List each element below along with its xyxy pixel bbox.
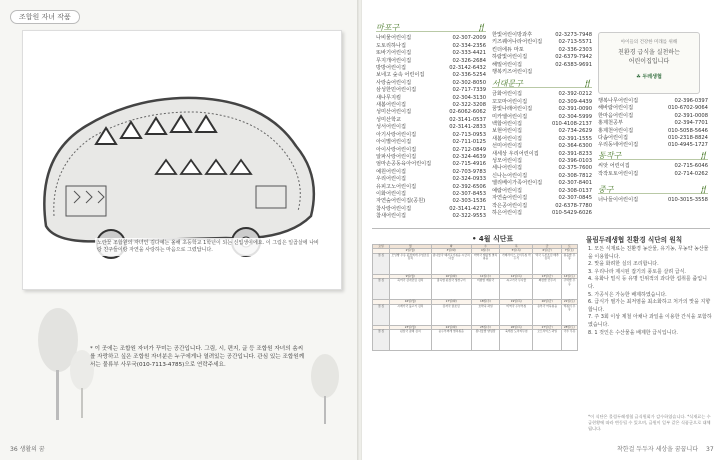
menu-date-cell: 24일(화) bbox=[431, 325, 471, 329]
daycare-phone: 02-336-5254 bbox=[452, 72, 486, 79]
daycare-phone: 02-322-3208 bbox=[452, 102, 486, 109]
daycare-phone: 02-324-0933 bbox=[452, 176, 486, 183]
monthly-menu-table bbox=[372, 244, 578, 351]
directory-entry bbox=[492, 151, 592, 158]
menu-date-cell: 3일(화) bbox=[431, 249, 471, 253]
daycare-name: 사랑숲어린이집 bbox=[376, 79, 412, 86]
directory-entry bbox=[598, 197, 708, 204]
daycare-phone: 02-713-5571 bbox=[558, 39, 592, 46]
daycare-name: 한빛어린이방과후 bbox=[492, 32, 533, 38]
menu-date-cell: 19일(목) bbox=[500, 300, 533, 304]
region-name: 서대문구 bbox=[492, 79, 523, 88]
daycare-name: 또바기어린이집 bbox=[376, 50, 412, 57]
region-heading bbox=[598, 152, 708, 160]
child-drawing-bus bbox=[26, 66, 326, 266]
rule-item: 6. 급식가 필가는 최저염을 최소화하고 처가의 맛을 지향합니다. bbox=[588, 299, 711, 313]
menu-meal-cell: 육개장 도라지무침 bbox=[500, 330, 533, 351]
daycare-name: 아기사랑어린이집 bbox=[376, 131, 417, 138]
daycare-name: 금화어린이집 bbox=[492, 91, 523, 98]
menu-meal-cell: 짜장밥 단무지 bbox=[533, 279, 561, 300]
daycare-phone: 010-3015-3558 bbox=[667, 197, 708, 204]
menu-meal-cell: 국수 우유 bbox=[561, 330, 577, 351]
daycare-name: 우리동네어린이집 bbox=[598, 142, 639, 149]
daycare-name: 백합어린이집 bbox=[492, 121, 523, 128]
menu-header-cell: 수 bbox=[471, 245, 499, 249]
daycare-phone: 02-6379-7942 bbox=[555, 54, 592, 61]
directory-list bbox=[598, 163, 708, 178]
right-page-footer bbox=[617, 444, 714, 453]
daycare-phone: 02-396-0103 bbox=[558, 158, 592, 165]
daycare-name: 방방어린이집 bbox=[376, 65, 407, 72]
daycare-name: 참사랑어린이집 bbox=[376, 205, 412, 212]
menu-meal-cell: 콩나물국 돼지고기볶음 시금치나물 bbox=[431, 253, 471, 274]
daycare-phone: 02-303-1536 bbox=[452, 198, 486, 205]
menu-meal-label: 점 심 bbox=[373, 304, 390, 325]
menu-date-cell: 2일(월) bbox=[390, 249, 432, 253]
daycare-name: 성서어린이집 bbox=[376, 124, 407, 131]
eco-lunch-slogan-box bbox=[598, 32, 700, 94]
directory-entry bbox=[492, 54, 592, 61]
directory-mapo bbox=[376, 22, 486, 221]
daycare-phone: 010-4108-2137 bbox=[551, 121, 592, 128]
directory-entry bbox=[376, 35, 486, 42]
directory-junggu bbox=[598, 184, 708, 205]
daycare-name: 예람어린이집 bbox=[492, 187, 523, 194]
daycare-name: 성모어린이집 bbox=[492, 158, 523, 165]
menu-date-cell: 13일(금) bbox=[533, 274, 561, 278]
directory-entry bbox=[492, 106, 592, 113]
right-page bbox=[362, 0, 720, 460]
daycare-phone: 02-3273-7948 bbox=[555, 32, 592, 38]
directory-entry bbox=[598, 171, 708, 178]
directory-entry bbox=[492, 195, 592, 202]
daycare-phone: 02-711-0125 bbox=[452, 139, 486, 146]
directory-entry bbox=[376, 176, 486, 183]
daycare-name: 다솜어린이집 bbox=[598, 135, 629, 142]
directory-entry bbox=[492, 210, 592, 217]
menu-meal-label: 점 심 bbox=[373, 253, 390, 274]
menu-header-cell: 금 bbox=[533, 245, 561, 249]
menu-title-text: 4월 식단표 bbox=[478, 235, 514, 243]
rule-item: 7. 주 3회 이상 제철 아채나 과일을 이용한 간식을 포함하였습니다. bbox=[588, 314, 712, 328]
menu-meal-cell: 쇠고기국 무나물 bbox=[500, 279, 533, 300]
daycare-name: 선미어린이집 bbox=[492, 143, 523, 150]
fork-knife-icon: 🍴︎ bbox=[697, 185, 708, 194]
menu-date-cell: 6일(금) bbox=[533, 249, 561, 253]
menu-date-cell: 27일(금) bbox=[533, 325, 561, 329]
daycare-name: 세나어린이집 bbox=[492, 165, 523, 172]
page-label: 생활의 꿈 bbox=[19, 446, 45, 453]
directory-entry bbox=[492, 114, 592, 121]
menu-header-cell: 화 bbox=[431, 245, 471, 249]
menu-date-cell: 7일(토) bbox=[561, 249, 577, 253]
daycare-name: 너나들이어린이집 bbox=[598, 197, 639, 204]
directory-entry bbox=[492, 128, 592, 135]
daycare-phone: 02-703-9783 bbox=[452, 168, 486, 175]
page-number: 36 bbox=[10, 446, 18, 453]
menu-meal-cell: 북어국 감자조림 김치 bbox=[390, 279, 432, 300]
daycare-name: 성미산어린이집 bbox=[376, 109, 412, 116]
daycare-name: 새봄어린이집 bbox=[376, 102, 407, 109]
brand-name: 두레생협 bbox=[642, 74, 662, 80]
daycare-phone: 02-396-0397 bbox=[674, 98, 708, 104]
rule-item: 8. 1 것인은 수산물을 배제한 급식입니다. bbox=[588, 329, 678, 336]
daycare-name: 작작토토어린이집 bbox=[598, 170, 639, 177]
directory-entry bbox=[492, 165, 592, 172]
daycare-phone: 02-302-8050 bbox=[452, 79, 486, 86]
daycare-phone: 02-307-2009 bbox=[452, 35, 486, 42]
daycare-name: 하람빛어린이집 bbox=[492, 54, 528, 61]
daycare-name: 꼬꼬마어린이집 bbox=[492, 98, 528, 105]
directory-entry bbox=[376, 139, 486, 146]
fork-knife-icon: 🍴︎ bbox=[581, 79, 592, 88]
region-heading bbox=[598, 186, 708, 194]
menu-date-cell: 14일(토) bbox=[561, 274, 577, 278]
menu-meal-cell: 된장국 잡채 김치 bbox=[390, 330, 432, 351]
directory-entry bbox=[492, 91, 592, 98]
menu-date-cell: 10일(화) bbox=[431, 274, 471, 278]
daycare-phone: 02-375-7600 bbox=[558, 165, 592, 172]
daycare-name: 하은어린이집 bbox=[492, 209, 523, 216]
daycare-phone: 010-2318-8824 bbox=[667, 135, 708, 142]
directory-entry bbox=[492, 203, 592, 210]
daycare-phone: 02-392-0212 bbox=[558, 91, 592, 98]
menu-header-cell: 토 bbox=[561, 245, 577, 249]
directory-entry bbox=[376, 161, 486, 168]
footer-text: 착한걸 두두자 세상을 꿈꿉니다 bbox=[617, 446, 699, 453]
directory-list bbox=[376, 35, 486, 220]
daycare-phone: 02-307-0845 bbox=[558, 195, 592, 202]
directory-entry bbox=[598, 105, 708, 112]
directory-entry bbox=[376, 198, 486, 205]
menu-date-cell: 4일(수) bbox=[471, 249, 499, 253]
daycare-name: 키즈퀘어나라어린이집 bbox=[492, 39, 543, 46]
brand-logo bbox=[599, 73, 699, 80]
directory-entry bbox=[376, 132, 486, 139]
menu-meal-cell: 호박죽 과일 bbox=[471, 304, 499, 325]
menu-meal-cell: 떡국 두부조림 배추김치 bbox=[533, 253, 561, 274]
daycare-name: 알파사랑어린이집 bbox=[376, 153, 417, 160]
daycare-phone: 02-714-0262 bbox=[674, 170, 708, 177]
directory-entry bbox=[376, 124, 486, 131]
daycare-phone: 02-364-6300 bbox=[558, 143, 592, 150]
daycare-name: 작은공어린이집 bbox=[492, 202, 528, 209]
daycare-phone: 02-334-2356 bbox=[452, 42, 486, 49]
menu-date-cell: 11일(수) bbox=[471, 274, 499, 278]
directory-entry bbox=[376, 109, 486, 116]
daycare-phone: 02-326-2684 bbox=[452, 57, 486, 64]
menu-meal-cell: 볶음밥 우유 bbox=[561, 253, 577, 274]
directory-entry bbox=[492, 39, 592, 46]
rule-item: 1. 모든 식재료는 친환경 농산물, 유기농, 무농약 농산물을 이용합니다. bbox=[588, 246, 709, 260]
rule-item: 4. 유화나 밀식 등 유명 인위적의 과다한 섭취를 줍입니다. bbox=[588, 276, 707, 290]
menu-meal-cell: 잡곡밥 된장국 생선구이 bbox=[431, 279, 471, 300]
directory-list bbox=[492, 32, 592, 76]
daycare-name: 보네고 숲속 어린이집 bbox=[376, 72, 425, 79]
daycare-phone: 02-717-7339 bbox=[452, 87, 486, 94]
rule-item: 3. 우리나라 제시된 잡기의 풍토를 살려 급식. bbox=[588, 268, 687, 275]
menu-date-cell: 12일(목) bbox=[500, 274, 533, 278]
directory-mapo-continued bbox=[492, 32, 592, 76]
daycare-phone: 02-391-8233 bbox=[558, 150, 592, 157]
slogan-line: 친환경 급식을 실천하는 bbox=[618, 49, 680, 56]
region-heading bbox=[376, 24, 486, 32]
daycare-name: 우리어린이집 bbox=[376, 176, 407, 183]
daycare-name: 자연숲어린이집(공원) bbox=[376, 198, 426, 205]
daycare-phone: 02-734-2629 bbox=[558, 128, 592, 135]
menu-meal-cell: 콩나물밥 양념장 bbox=[471, 330, 499, 351]
bullet-icon: • bbox=[472, 235, 477, 243]
directory-entry bbox=[492, 188, 592, 195]
rules-title: 물림두레생협 친환경 식단의 원칙 bbox=[586, 236, 683, 244]
region-name: 중구 bbox=[598, 185, 614, 194]
daycare-phone: 02-333-4421 bbox=[452, 50, 486, 57]
menu-meal-row bbox=[373, 330, 578, 351]
daycare-phone: 02-336-2303 bbox=[558, 46, 592, 53]
menu-meal-cell: 모닝빵 우유 된장찌개 우엉조림 김치 bbox=[390, 253, 432, 274]
daycare-name: 킨더에듀 마포 bbox=[492, 46, 524, 53]
rule-item: 5. 가공식은 가능한 배제하였습니다. bbox=[588, 291, 667, 298]
daycare-phone: 02-715-6046 bbox=[674, 163, 708, 170]
daycare-phone: 02-307-8401 bbox=[558, 180, 592, 187]
daycare-name: 미카엘어린이집 bbox=[492, 113, 528, 120]
menu-date-cell: 9일(월) bbox=[390, 274, 432, 278]
daycare-phone: 02-3142-6432 bbox=[449, 65, 486, 72]
directory-seodaemun bbox=[492, 78, 592, 217]
daycare-name: 한마음어린이집 bbox=[598, 112, 634, 119]
region-name: 동작구 bbox=[598, 151, 622, 160]
daycare-phone: 02-304-3130 bbox=[452, 94, 486, 101]
slogan-line: 어린이집입니다 bbox=[628, 58, 670, 65]
directory-entry bbox=[492, 62, 592, 69]
directory-entry bbox=[598, 163, 708, 170]
directory-entry bbox=[376, 169, 486, 176]
daycare-phone: 02-3141-0537 bbox=[449, 116, 486, 123]
daycare-phone: 02-322-9553 bbox=[452, 213, 486, 220]
directory-entry bbox=[492, 143, 592, 150]
small-tree-illustration bbox=[300, 348, 350, 428]
menu-date-cell: 23일(월) bbox=[390, 325, 432, 329]
daycare-phone: 02-308-0137 bbox=[558, 187, 592, 194]
daycare-name: 신나는어린이집 bbox=[492, 172, 528, 179]
menu-meal-label: 점 심 bbox=[373, 330, 390, 351]
menu-meal-cell: 떡볶이 우유 bbox=[561, 304, 577, 325]
daycare-phone: 02-3141-4271 bbox=[449, 205, 486, 212]
directory-entry bbox=[598, 142, 708, 149]
daycare-name: 성미산학교 bbox=[376, 116, 402, 123]
menu-date-cell: 18일(수) bbox=[471, 300, 499, 304]
submission-note: * 이 곳에는 조합원 자녀가 꾸미는 공간입니다. 그림, 시, 편지, 글 등 조합원 자녀의 솜씨를 자랑하고 싶은 조합원 자녀분은 누구에게나 열려있는 공간입니다. 관심 있는 조합원께서는 물류부 사무국(010-7113-4785)으로 연락주세요. bbox=[90, 346, 305, 368]
daycare-name: 홍제천공부 bbox=[598, 120, 624, 127]
section-divider bbox=[372, 228, 710, 229]
daycare-phone: 010-4945-1727 bbox=[667, 142, 708, 149]
directory-list bbox=[598, 197, 708, 204]
menu-date-cell: 16일(월) bbox=[390, 300, 432, 304]
menu-meal-label: 점 심 bbox=[373, 279, 390, 300]
menu-meal-row bbox=[373, 304, 578, 325]
daycare-phone: 02-712-0849 bbox=[452, 146, 486, 153]
menu-meal-cell: 순두부찌개 멸치볶음 bbox=[431, 330, 471, 351]
menu-header-cell: 목 bbox=[500, 245, 533, 249]
directory-entry bbox=[376, 95, 486, 102]
menu-meal-cell: 유부국 어묵볶음 bbox=[533, 304, 561, 325]
directory-entry bbox=[376, 50, 486, 57]
directory-list bbox=[492, 91, 592, 217]
region-name: 마포구 bbox=[376, 23, 400, 32]
daycare-name: 아이사랑어린이집 bbox=[376, 146, 417, 153]
daycare-phone: 02-394-7701 bbox=[674, 120, 708, 127]
daycare-name: 자연숲어린이집 bbox=[492, 195, 528, 202]
rules-list bbox=[588, 246, 712, 337]
menu-date-cell: 17일(화) bbox=[431, 300, 471, 304]
daycare-name: 예원어린이집 bbox=[376, 168, 407, 175]
menu-meal-cell: 시래기국 불고기 김치 bbox=[390, 304, 432, 325]
daycare-name: 행복나무어린이집 bbox=[598, 98, 639, 104]
menu-meal-cell: 주먹밥 우유 bbox=[561, 279, 577, 300]
daycare-name: 새나무지킴 bbox=[376, 94, 402, 101]
left-page-number bbox=[10, 444, 45, 453]
daycare-name: 엘리베이가족어린이집 bbox=[492, 180, 543, 187]
daycare-name: 엄마손공동육아어린이집 bbox=[376, 161, 432, 168]
menu-header-cell: 요일 bbox=[373, 245, 390, 249]
daycare-name: 무지개어린이집 bbox=[376, 57, 412, 64]
menu-date-cell: 20일(금) bbox=[533, 300, 561, 304]
menu-meal-cell: 감자국 닭조림 bbox=[431, 304, 471, 325]
daycare-name: 해바람어린이집 bbox=[598, 105, 634, 112]
menu-title bbox=[472, 234, 513, 244]
daycare-name: 참새어린이집 bbox=[376, 213, 407, 220]
daycare-name: 씨앗 어린이집 bbox=[598, 163, 630, 170]
rules-note: *이 식단은 물림두레생협 급식원회가 감수하였습니다. *식재료는 수급현황에 따라 변동될 수 있으며, 급원이 일부 같은 식품군으로 대체됩니다. bbox=[588, 414, 711, 431]
daycare-name: 아이별어린이집 bbox=[376, 139, 412, 146]
left-page bbox=[0, 0, 358, 460]
daycare-phone: 02-391-1555 bbox=[558, 135, 592, 142]
menu-date-cell: 26일(목) bbox=[500, 325, 533, 329]
daycare-name: 해밀어린이집 bbox=[492, 61, 523, 68]
daycare-name: 새봄어린이집 bbox=[492, 135, 523, 142]
directory-entry bbox=[598, 120, 708, 127]
drawing-caption: 노란꽃 조합원의 자녀인 김다예는 올해 초등학교 1학년이 되는 신입생이에요. 이 그림은 일곱살에 나비랑 친구들이랑 자연을 사랑하는 마음으로 그렸답니다. bbox=[95, 238, 321, 256]
menu-date-cell: 5일(목) bbox=[500, 249, 533, 253]
daycare-name: 행복키즈어린이집 bbox=[492, 69, 533, 76]
directory-entry bbox=[376, 213, 486, 220]
directory-entry bbox=[376, 72, 486, 79]
daycare-name: 도토리하나집 bbox=[376, 42, 407, 49]
directory-entry bbox=[492, 69, 592, 76]
menu-date-cell: 21일(토) bbox=[561, 300, 577, 304]
daycare-phone: 02-391-0090 bbox=[558, 106, 592, 113]
menu-meal-row bbox=[373, 253, 578, 274]
menu-date-cell: 28일(토) bbox=[561, 325, 577, 329]
directory-entry bbox=[598, 128, 708, 135]
directory-entry bbox=[376, 147, 486, 154]
section-tab: 조합원 자녀 작품 bbox=[10, 10, 80, 24]
daycare-name: 보현어린이집 bbox=[492, 128, 523, 135]
menu-meal-cell: 미역국 두부부침 bbox=[500, 304, 533, 325]
daycare-name: 새세상 우리어린이집 bbox=[492, 150, 539, 157]
directory-dongjak bbox=[598, 150, 708, 178]
directory-entry bbox=[376, 58, 486, 65]
directory-entry bbox=[492, 180, 592, 187]
daycare-phone: 02-391-0008 bbox=[674, 112, 708, 119]
leaf-icon: ☘ bbox=[636, 74, 641, 80]
daycare-phone: 02-715-4916 bbox=[452, 161, 486, 168]
slogan-line: 아이들의 건강한 미래를 위해 bbox=[620, 40, 678, 45]
daycare-name: 유피고노어린이집 bbox=[376, 183, 417, 190]
daycare-phone: 02-308-7812 bbox=[558, 172, 592, 179]
menu-meal-row bbox=[373, 279, 578, 300]
daycare-phone: 02-6062-6062 bbox=[449, 109, 486, 116]
fork-knife-icon: 🍴︎ bbox=[475, 23, 486, 32]
daycare-phone: 02-6378-7780 bbox=[555, 202, 592, 209]
daycare-phone: 010-5429-6026 bbox=[551, 209, 592, 216]
directory-entry bbox=[376, 87, 486, 94]
menu-meal-cell: 미역국 계란찜 멸치볶음 bbox=[471, 253, 499, 274]
daycare-phone: 02-304-5999 bbox=[558, 113, 592, 120]
daycare-phone: 010-6702-9064 bbox=[667, 105, 708, 112]
menu-meal-cell: 비빔밥 계란국 bbox=[471, 279, 499, 300]
daycare-phone: 02-324-4639 bbox=[452, 153, 486, 160]
daycare-name: 삼성한민어린이집 bbox=[376, 87, 417, 94]
daycare-name: 홍제천어린이집 bbox=[598, 127, 634, 134]
daycare-phone: 02-3141-2833 bbox=[449, 124, 486, 131]
daycare-name: 나비물어린이집 bbox=[376, 35, 412, 42]
fork-knife-icon: 🍴︎ bbox=[697, 151, 708, 160]
daycare-phone: 02-392-6506 bbox=[452, 183, 486, 190]
menu-meal-cell: 오므라이스 과일 bbox=[533, 330, 561, 351]
daycare-phone: 02-6383-9691 bbox=[555, 61, 592, 68]
directory-list bbox=[598, 98, 708, 150]
menu-date-cell: 25일(수) bbox=[471, 325, 499, 329]
region-heading bbox=[492, 80, 592, 88]
directory-entry bbox=[376, 184, 486, 191]
daycare-name: 꿈빛나래어린이집 bbox=[492, 106, 533, 113]
daycare-phone: 010-5058-5646 bbox=[667, 127, 708, 134]
daycare-name: 이화어린이집 bbox=[376, 190, 407, 197]
rule-item: 2. 맛을 화려한 실의 조리합니다. bbox=[588, 261, 659, 268]
directory-seodaemun-continued bbox=[598, 98, 708, 150]
daycare-phone: 02-309-4439 bbox=[558, 98, 592, 105]
daycare-phone: 02-307-8453 bbox=[452, 190, 486, 197]
daycare-phone: 02-713-0953 bbox=[452, 131, 486, 138]
menu-header-cell: 월 bbox=[390, 245, 432, 249]
page-number: 37 bbox=[706, 446, 714, 453]
menu-meal-cell: 카레라이스 오이무침 깍두기 bbox=[500, 253, 533, 274]
